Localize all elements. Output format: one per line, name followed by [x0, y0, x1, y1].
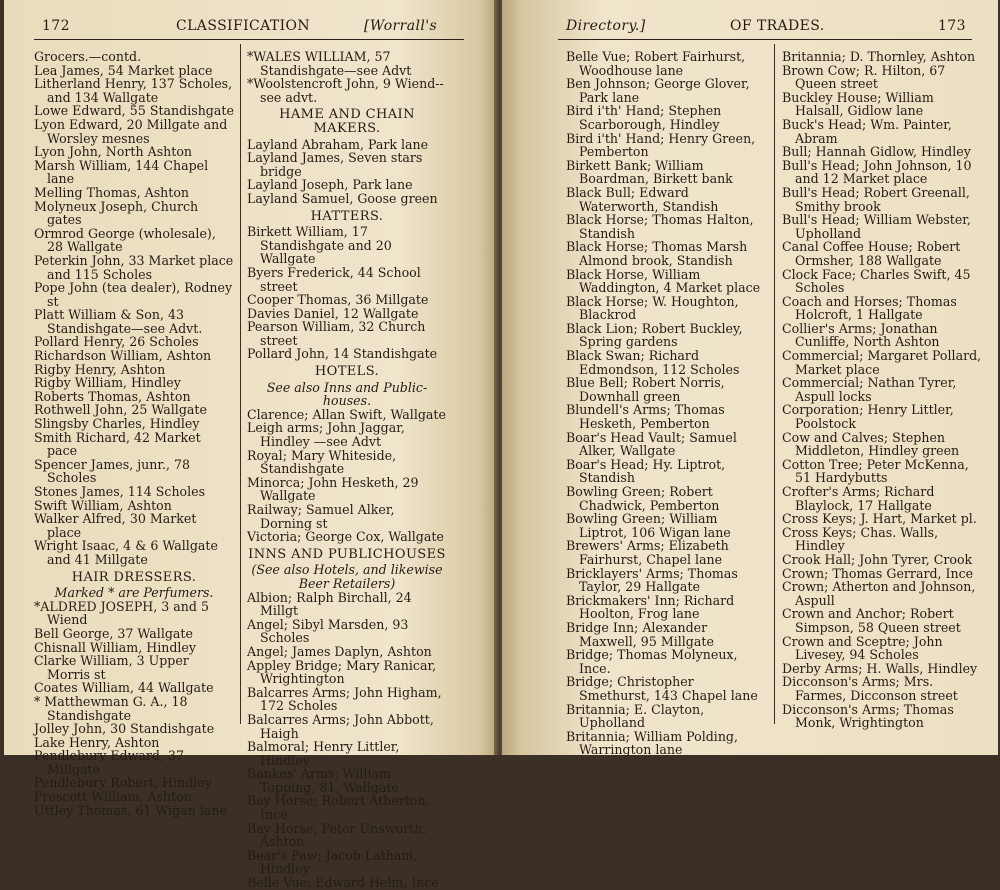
- directory-entry: Britannia; D. Thornley, Ashton: [782, 49, 976, 64]
- directory-entry: Brewers' Arms; Elizabeth Fairhurst, Chapel lane: [566, 538, 729, 567]
- directory-entry: Layland James, Seven stars bridge: [247, 150, 423, 179]
- directory-entry: Clarence; Allan Swift, Wallgate: [247, 406, 446, 422]
- directory-entry: Stones James, 114 Scholes: [34, 484, 206, 499]
- directory-entry: Bell George, 37 Wallgate: [34, 625, 193, 641]
- directory-entry: Lyon Edward, 20 Millgate and Worsley mesnes: [34, 116, 228, 146]
- section-note: See also Inns and Public-houses.: [266, 379, 428, 409]
- directory-entry: Bull's Head; William Webster, Upholland: [782, 212, 971, 241]
- directory-entry: * Matthewman G. A., 18 Standishgate: [34, 693, 188, 723]
- directory-entry: Bricklayers' Arms; Thomas Taylor, 29 Hallgate: [566, 565, 738, 595]
- directory-entry: Bull's Head; Robert Greenall, Smithy brook: [782, 184, 970, 214]
- left-page: [4, 0, 498, 890]
- directory-entry: Litherland Henry, 137 Scholes, and 134 Wallgate: [34, 76, 233, 105]
- directory-entry: Richardson William, Ashton: [34, 348, 212, 364]
- directory-entry: Royal; Mary Whiteside, Standishgate: [247, 447, 397, 477]
- directory-entry: Bird i'th' Hand; Henry Green, Pemberton: [566, 130, 756, 160]
- directory-entry: Angel; James Daplyn, Ashton: [247, 643, 432, 659]
- directory-entry: Pearson William, 32 Church street: [247, 319, 426, 348]
- directory-entry: Bear's Paw; Jacob Latham, Hindley: [247, 847, 418, 877]
- directory-entry: Bowling Green; Robert Chadwick, Pemberton: [566, 484, 720, 513]
- directory-entry: Black Horse; Thomas Halton, Standish: [566, 212, 754, 241]
- directory-entry: Belle Vue; Edward Helm, Ince: [247, 875, 439, 890]
- directory-entry: Spencer James, junr., 78 Scholes: [34, 456, 191, 486]
- page-title: CLASSIFICATION: [176, 18, 311, 34]
- directory-entry: Derby Arms; H. Walls, Hindley: [782, 660, 978, 676]
- directory-entry: Crown; Atherton and Johnson, Aspull: [782, 579, 976, 608]
- directory-entry: Marsh William, 144 Chapel lane: [34, 157, 209, 187]
- directory-entry: Leigh arms; John Jaggar, Hindley —see Advt: [247, 420, 405, 450]
- directory-entry: Melling Thomas, Ashton: [34, 184, 190, 200]
- directory-entry: Byers Frederick, 44 School street: [247, 264, 421, 294]
- directory-entry: Ormrod George (wholesale), 28 Wallgate: [34, 225, 216, 255]
- directory-entry: Lake Henry, Ashton: [34, 734, 160, 750]
- directory-entry: Birkett William, 17 Standishgate and 20 Wallgate: [247, 224, 392, 267]
- section-heading: INNS AND PUBLICHOUSES: [248, 546, 446, 562]
- directory-entry: Jolley John, 30 Standishgate: [34, 721, 215, 737]
- directory-entry: Birkett Bank; William Boardman, Birkett bank: [566, 157, 733, 187]
- directory-entry: Commercial; Nathan Tyrer, Aspull locks: [782, 375, 957, 404]
- directory-entry: Pope John (tea dealer), Rodney st: [34, 280, 233, 309]
- directory-entry: *ALDRED JOSEPH, 3 and 5 Wiend: [34, 598, 209, 628]
- directory-entry: Pollard Henry, 26 Scholes: [34, 334, 199, 350]
- directory-entry: Minorca; John Hesketh, 29 Wallgate: [247, 474, 419, 504]
- directory-entry: Peterkin John, 33 Market place and 115 Scholes: [34, 252, 234, 282]
- directory-entry: Coach and Horses; Thomas Holcroft, 1 Hallgate: [782, 293, 957, 323]
- directory-entry: Bull; Hannah Gidlow, Hindley: [782, 144, 971, 160]
- header-rule: [34, 39, 464, 40]
- directory-entry: Railway; Samuel Alker, Dorning st: [247, 502, 395, 531]
- directory-entry: Roberts Thomas, Ashton: [34, 388, 191, 404]
- directory-entry: Clock Face; Charles Swift, 45 Scholes: [782, 266, 971, 296]
- section-heading: HAME AND CHAIN MAKERS.: [279, 107, 415, 136]
- directory-entry: *WALES WILLIAM, 57 Standishgate—see Advt: [247, 49, 412, 78]
- column-left-2: [247, 50, 447, 890]
- directory-entry: Lowe Edward, 55 Standishgate: [34, 103, 234, 119]
- directory-entry: Britannia; William Polding, Warrington lane: [566, 728, 739, 758]
- column-right-1: [566, 50, 766, 757]
- page-number: 172: [42, 18, 70, 34]
- directory-entry: Brickmakers' Inn; Richard Hoolton, Frog lane: [566, 592, 735, 622]
- directory-entry: Pollard John, 14 Standishgate: [247, 346, 438, 362]
- directory-entry: Swift William, Ashton: [34, 497, 172, 513]
- directory-entry: Black Swan; Richard Edmondson, 112 Scholes: [566, 348, 740, 377]
- directory-entry: Balcarres Arms; John Abbott, Haigh: [247, 711, 434, 741]
- directory-entry: Cross Keys; J. Hart, Market pl.: [782, 511, 977, 527]
- column-right-2: [782, 50, 982, 730]
- directory-entry: *Woolstencroft John, 9 Wiend--see advt.: [247, 76, 444, 105]
- section-note: Marked * are Perfumers.: [54, 585, 214, 601]
- directory-entry: Black Bull; Edward Waterworth, Standish: [566, 184, 719, 214]
- directory-entry: Blue Bell; Robert Norris, Downhall green: [566, 375, 725, 404]
- directory-entry: Victoria; George Cox, Wallgate: [247, 529, 444, 545]
- column-divider: [774, 44, 775, 724]
- directory-entry: Black Horse; Thomas Marsh Almond brook, Standish: [566, 239, 748, 268]
- directory-entry: Cooper Thomas, 36 Millgate: [247, 292, 429, 308]
- directory-entry: Bridge Inn; Alexander Maxwell, 95 Millgate: [566, 619, 714, 649]
- column-divider: [240, 44, 241, 724]
- directory-entry: Crown and Anchor; Robert Simpson, 58 Queen street: [782, 606, 961, 635]
- directory-entry: Angel; Sibyl Marsden, 93 Scholes: [247, 616, 409, 646]
- directory-entry: Lyon John, North Ashton: [34, 144, 193, 160]
- directory-entry: Blundell's Arms; Thomas Hesketh, Pemberton: [566, 402, 725, 432]
- directory-entry: Layland Joseph, Park lane: [247, 177, 413, 193]
- directory-entry: Balcarres Arms; John Higham, 172 Scholes: [247, 684, 442, 714]
- directory-entry: Cow and Calves; Stephen Middleton, Hindley green: [782, 429, 960, 459]
- directory-entry: Grocers.—contd.: [34, 49, 142, 64]
- directory-entry: Smith Richard, 42 Market pace: [34, 429, 201, 459]
- directory-entry: Dicconson's Arms; Mrs. Farmes, Dicconson street: [782, 674, 958, 703]
- section-heading: HAIR DRESSERS.: [71, 569, 197, 585]
- directory-entry: Appley Bridge; Mary Ranicar, Wrightington: [247, 657, 437, 687]
- section-heading: HOTELS.: [314, 364, 380, 380]
- directory-entry: Lea James, 54 Market place: [34, 62, 213, 78]
- directory-entry: Albion; Ralph Birchall, 24 Millgt: [247, 589, 412, 619]
- directory-entry: Boar's Head Vault; Samuel Alker, Wallgate: [566, 429, 737, 459]
- directory-entry: Boar's Head; Hy. Liptrot, Standish: [566, 456, 726, 486]
- directory-entry: Crown and Sceptre; John Livesey, 94 Scholes: [782, 633, 943, 663]
- running-head: [Worrall's: [364, 18, 438, 34]
- directory-entry: Bowling Green; William Liptrot, 106 Wigan lane: [566, 511, 731, 540]
- directory-entry: Buck's Head; Wm. Painter, Abram: [782, 116, 952, 146]
- directory-entry: Rigby Henry, Ashton: [34, 361, 166, 377]
- directory-entry: Prescott William, Ashton: [34, 789, 192, 805]
- directory-entry: Corporation; Henry Littler, Poolstock: [782, 402, 954, 432]
- header-rule: [558, 39, 972, 40]
- directory-entry: Balmoral; Henry Littler, Hindley: [247, 739, 400, 768]
- directory-entry: Bay Horse; Peter Unsworth, Ashton: [247, 820, 427, 850]
- directory-entry: Rothwell John, 25 Wallgate: [34, 402, 207, 418]
- directory-entry: Layland Samuel, Goose green: [247, 190, 438, 206]
- section-heading: HATTERS.: [310, 208, 384, 224]
- directory-entry: Chisnall William, Hindley: [34, 639, 196, 655]
- page-number: 173: [938, 18, 966, 34]
- directory-entry: Dicconson's Arms; Thomas Monk, Wrightington: [782, 701, 954, 731]
- directory-entry: Buckley House; William Halsall, Gidlow lane: [782, 89, 934, 119]
- section-note: (See also Hotels, and likewise Beer Retailers): [251, 562, 443, 591]
- directory-entry: Britannia; E. Clayton, Upholland: [566, 701, 705, 731]
- directory-entry: Slingsby Charles, Hindley: [34, 416, 200, 432]
- directory-entry: Black Horse, William Waddington, 4 Market place: [566, 266, 761, 296]
- directory-entry: Bankes' Arms; William Topping, 81, Wallgate: [247, 766, 399, 795]
- directory-entry: Walker Alfred, 30 Market place: [34, 511, 197, 540]
- directory-entry: Clarke William, 3 Upper Morris st: [34, 653, 189, 682]
- directory-entry: Uttley Thomas, 61 Wigan lane: [34, 802, 227, 818]
- page-title: OF TRADES.: [730, 18, 825, 34]
- directory-entry: Pendlebury Robert, Hindley: [34, 775, 212, 791]
- column-left-1: [34, 50, 234, 817]
- running-head: Directory.]: [566, 18, 646, 34]
- directory-entry: Black Horse; W. Houghton, Blackrod: [566, 293, 739, 323]
- directory-entry: Bridge; Christopher Smethurst, 143 Chapel lane: [566, 674, 758, 703]
- directory-entry: Platt William & Son, 43 Standishgate—see Advt.: [34, 307, 203, 336]
- directory-entry: Brown Cow; R. Hilton, 67 Queen street: [782, 62, 946, 92]
- directory-entry: Coates William, 44 Wallgate: [34, 680, 214, 696]
- directory-entry: Bull's Head; John Johnson, 10 and 12 Market place: [782, 157, 972, 187]
- directory-entry: Cotton Tree; Peter McKenna, 51 Hardybutts: [782, 456, 969, 486]
- directory-entry: Black Lion; Robert Buckley, Spring gardens: [566, 320, 743, 350]
- directory-entry: Canal Coffee House; Robert Ormsher, 188 Wallgate: [782, 239, 961, 268]
- directory-entry: Cross Keys; Chas. Walls, Hindley: [782, 524, 939, 554]
- directory-entry: Davies Daniel, 12 Wallgate: [247, 305, 419, 321]
- directory-entry: Crook Hall; John Tyrer, Crook: [782, 551, 973, 567]
- directory-entry: Belle Vue; Robert Fairhurst, Woodhouse lane: [566, 49, 746, 78]
- directory-entry: Wright Isaac, 4 & 6 Wallgate and 41 Millgate: [34, 538, 218, 567]
- directory-entry: Layland Abraham, Park lane: [247, 136, 429, 152]
- directory-entry: Ben Johnson; George Glover, Park lane: [566, 76, 750, 105]
- directory-entry: Rigby William, Hindley: [34, 375, 181, 391]
- directory-entry: Commercial; Margaret Pollard, Market place: [782, 348, 982, 377]
- directory-entry: Molyneux Joseph, Church gates: [34, 198, 199, 228]
- directory-entry: Bird i'th' Hand; Stephen Scarborough, Hindley: [566, 103, 722, 132]
- directory-entry: Bridge; Thomas Molyneux, Ince.: [566, 647, 738, 676]
- right-page: [502, 0, 998, 758]
- directory-entry: Collier's Arms; Jonathan Cunliffe, North Ashton: [782, 320, 940, 350]
- directory-entry: Pendlebury Edward, 37 Millgate: [34, 748, 184, 777]
- directory-entry: Crown; Thomas Gerrard, Ince: [782, 565, 974, 581]
- directory-entry: Crofter's Arms; Richard Blaylock, 17 Hallgate: [782, 484, 935, 513]
- directory-entry: Bay Horse; Robert Atherton, Ince: [247, 793, 430, 823]
